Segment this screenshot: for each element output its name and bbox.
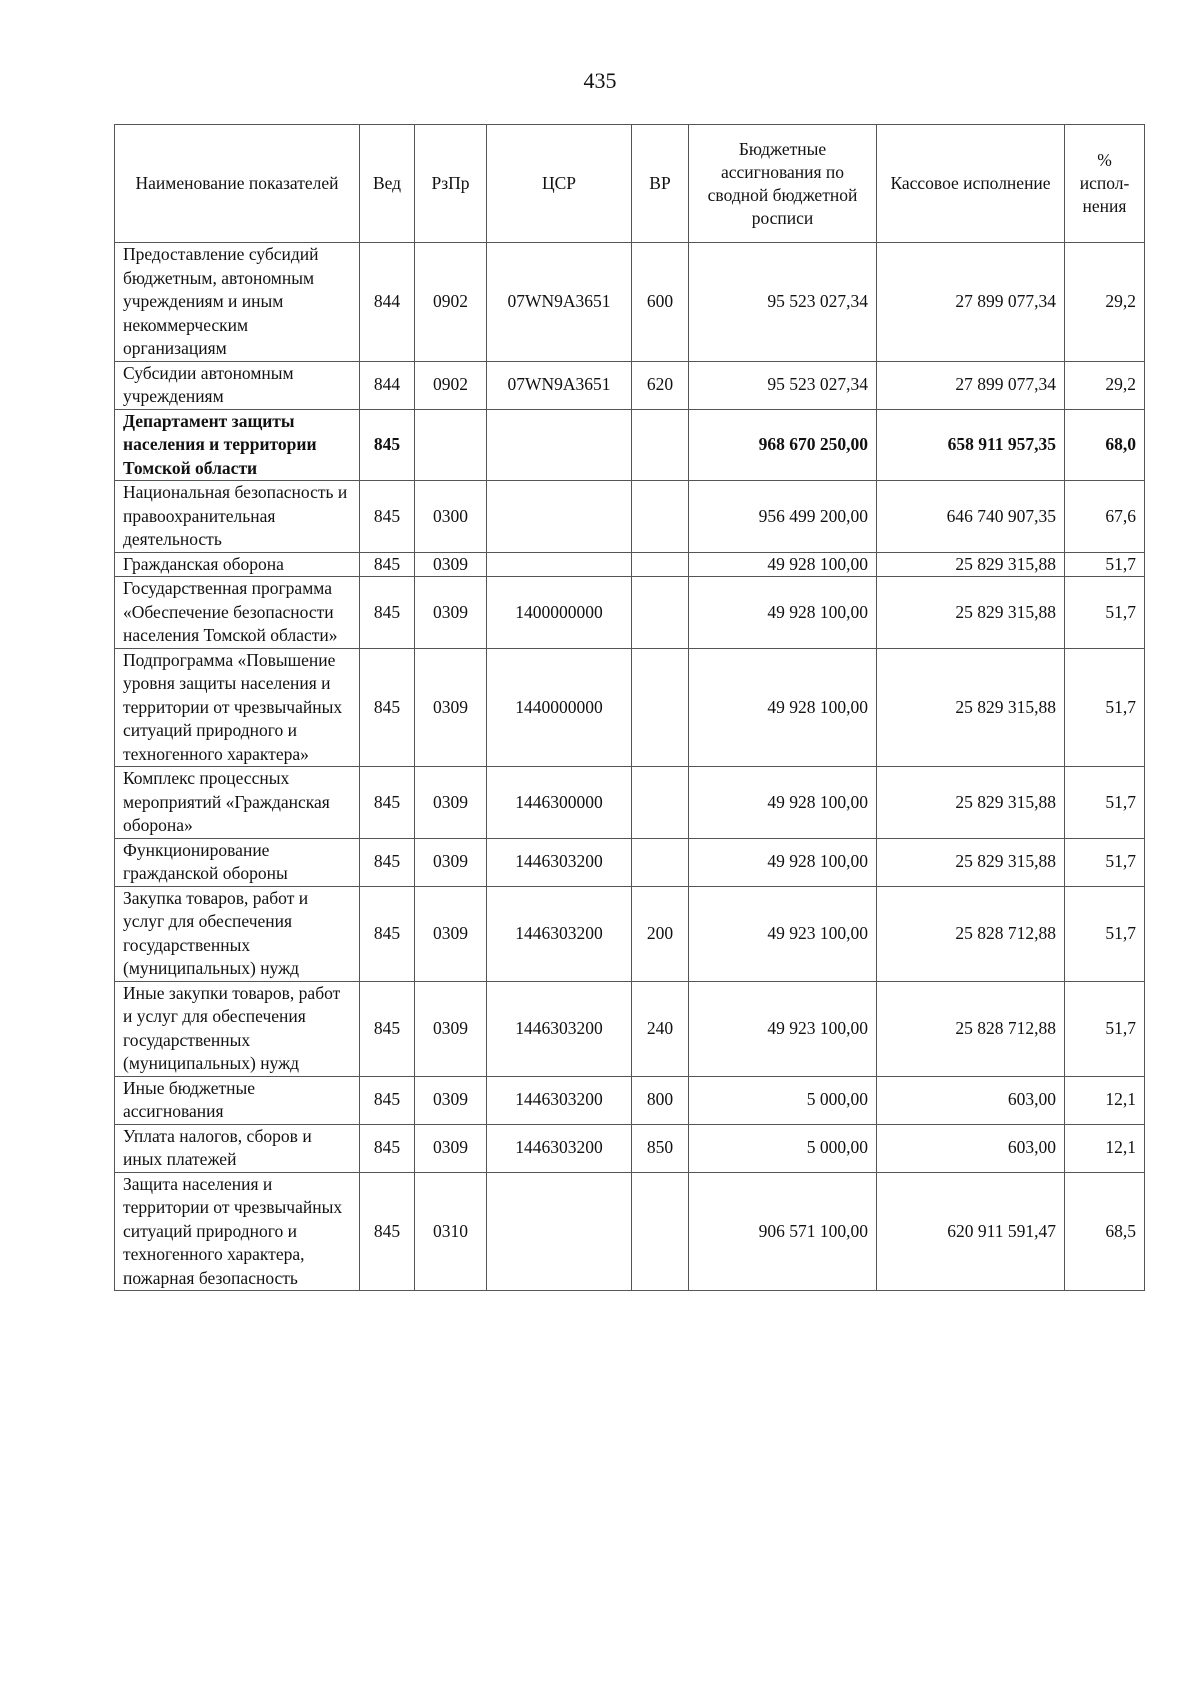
cell-percent: 12,1 xyxy=(1065,1076,1145,1124)
cell-csr: 1446303200 xyxy=(487,981,632,1076)
table-row xyxy=(115,481,1145,553)
header-csr: ЦСР xyxy=(487,125,632,243)
header-assignments: Бюджетные ассигнования по сводной бюджетной росписи xyxy=(689,125,877,243)
cell-vr: 800 xyxy=(632,1076,689,1124)
cell-name: Закупка товаров, работ и услуг для обеспечения государственных (муниципальных) нужд xyxy=(115,886,360,981)
cell-rzpr: 0309 xyxy=(415,838,487,886)
cell-csr: 1446303200 xyxy=(487,1076,632,1124)
cell-rzpr: 0902 xyxy=(415,243,487,362)
cell-vr xyxy=(632,552,689,577)
cell-ved: 845 xyxy=(360,552,415,577)
cell-percent: 51,7 xyxy=(1065,981,1145,1076)
cell-vr: 600 xyxy=(632,243,689,362)
cell-ved: 844 xyxy=(360,243,415,362)
table-body xyxy=(115,243,1145,1291)
cell-percent: 29,2 xyxy=(1065,243,1145,362)
cell-csr: 1446303200 xyxy=(487,1124,632,1172)
header-vr: ВР xyxy=(632,125,689,243)
cell-percent: 29,2 xyxy=(1065,361,1145,409)
cell-assignments: 49 928 100,00 xyxy=(689,577,877,649)
cell-name: Государственная программа «Обеспечение безопасности населения Томской области» xyxy=(115,577,360,649)
cell-cash-execution: 620 911 591,47 xyxy=(877,1172,1065,1291)
cell-percent: 51,7 xyxy=(1065,648,1145,767)
cell-assignments: 49 928 100,00 xyxy=(689,838,877,886)
table-row xyxy=(115,1124,1145,1172)
cell-rzpr: 0309 xyxy=(415,767,487,839)
cell-vr xyxy=(632,577,689,649)
cell-name: Подпрограмма «Повышение уровня защиты населения и территории от чрезвычайных ситуаций природного и техногенного характера» xyxy=(115,648,360,767)
cell-ved: 845 xyxy=(360,648,415,767)
cell-name: Гражданская оборона xyxy=(115,552,360,577)
cell-cash-execution: 603,00 xyxy=(877,1076,1065,1124)
cell-percent: 51,7 xyxy=(1065,838,1145,886)
cell-cash-execution: 27 899 077,34 xyxy=(877,361,1065,409)
cell-name: Департамент защиты населения и территории Томской области xyxy=(115,409,360,481)
cell-name: Национальная безопасность и правоохранительная деятельность xyxy=(115,481,360,553)
cell-name: Иные закупки товаров, работ и услуг для обеспечения государственных (муниципальных) нужд xyxy=(115,981,360,1076)
cell-vr: 850 xyxy=(632,1124,689,1172)
cell-assignments: 49 928 100,00 xyxy=(689,648,877,767)
cell-rzpr: 0309 xyxy=(415,1076,487,1124)
cell-rzpr xyxy=(415,409,487,481)
cell-csr: 1440000000 xyxy=(487,648,632,767)
cell-rzpr: 0309 xyxy=(415,648,487,767)
cell-cash-execution: 25 829 315,88 xyxy=(877,577,1065,649)
cell-rzpr: 0309 xyxy=(415,552,487,577)
table-header xyxy=(115,125,1145,243)
cell-cash-execution: 25 828 712,88 xyxy=(877,886,1065,981)
cell-rzpr: 0902 xyxy=(415,361,487,409)
cell-percent: 51,7 xyxy=(1065,886,1145,981)
cell-rzpr: 0310 xyxy=(415,1172,487,1291)
cell-assignments: 95 523 027,34 xyxy=(689,243,877,362)
cell-rzpr: 0309 xyxy=(415,981,487,1076)
cell-vr: 620 xyxy=(632,361,689,409)
cell-cash-execution: 658 911 957,35 xyxy=(877,409,1065,481)
table-row xyxy=(115,243,1145,362)
cell-ved: 845 xyxy=(360,838,415,886)
cell-cash-execution: 25 829 315,88 xyxy=(877,648,1065,767)
cell-percent: 68,5 xyxy=(1065,1172,1145,1291)
cell-rzpr: 0300 xyxy=(415,481,487,553)
table-row xyxy=(115,1076,1145,1124)
cell-csr: 07WN9A3651 xyxy=(487,361,632,409)
cell-percent: 51,7 xyxy=(1065,767,1145,839)
table-row xyxy=(115,409,1145,481)
header-rzpr: РзПр xyxy=(415,125,487,243)
cell-name: Иные бюджетные ассигнования xyxy=(115,1076,360,1124)
cell-ved: 845 xyxy=(360,1076,415,1124)
cell-ved: 844 xyxy=(360,361,415,409)
cell-csr: 1400000000 xyxy=(487,577,632,649)
cell-assignments: 968 670 250,00 xyxy=(689,409,877,481)
cell-percent: 68,0 xyxy=(1065,409,1145,481)
cell-rzpr: 0309 xyxy=(415,577,487,649)
cell-assignments: 5 000,00 xyxy=(689,1124,877,1172)
cell-csr: 1446303200 xyxy=(487,886,632,981)
table-row xyxy=(115,577,1145,649)
cell-ved: 845 xyxy=(360,1172,415,1291)
cell-name: Функционирование гражданской обороны xyxy=(115,838,360,886)
cell-vr xyxy=(632,767,689,839)
cell-assignments: 49 928 100,00 xyxy=(689,767,877,839)
cell-vr xyxy=(632,1172,689,1291)
cell-assignments: 956 499 200,00 xyxy=(689,481,877,553)
cell-cash-execution: 603,00 xyxy=(877,1124,1065,1172)
cell-percent: 51,7 xyxy=(1065,552,1145,577)
cell-cash-execution: 646 740 907,35 xyxy=(877,481,1065,553)
cell-csr: 07WN9A3651 xyxy=(487,243,632,362)
header-ved: Вед xyxy=(360,125,415,243)
cell-cash-execution: 25 829 315,88 xyxy=(877,767,1065,839)
cell-name: Комплекс процессных мероприятий «Гражданская оборона» xyxy=(115,767,360,839)
header-percent: % испол-нения xyxy=(1065,125,1145,243)
cell-cash-execution: 25 828 712,88 xyxy=(877,981,1065,1076)
cell-name: Защита населения и территории от чрезвычайных ситуаций природного и техногенного характера, пожарная безопасность xyxy=(115,1172,360,1291)
cell-name: Предоставление субсидий бюджетным, автономным учреждениям и иным некоммерческим организациям xyxy=(115,243,360,362)
cell-ved: 845 xyxy=(360,886,415,981)
cell-vr xyxy=(632,648,689,767)
cell-ved: 845 xyxy=(360,577,415,649)
table-row xyxy=(115,361,1145,409)
page-number: 435 xyxy=(583,68,617,93)
cell-ved: 845 xyxy=(360,767,415,839)
cell-assignments: 49 928 100,00 xyxy=(689,552,877,577)
cell-vr: 200 xyxy=(632,886,689,981)
cell-percent: 67,6 xyxy=(1065,481,1145,553)
header-name: Наименование показателей xyxy=(115,125,360,243)
cell-percent: 51,7 xyxy=(1065,577,1145,649)
cell-assignments: 49 923 100,00 xyxy=(689,886,877,981)
cell-vr xyxy=(632,838,689,886)
cell-ved: 845 xyxy=(360,481,415,553)
table-row xyxy=(115,981,1145,1076)
cell-csr: 1446303200 xyxy=(487,838,632,886)
cell-csr xyxy=(487,409,632,481)
cell-cash-execution: 25 829 315,88 xyxy=(877,838,1065,886)
cell-name: Уплата налогов, сборов и иных платежей xyxy=(115,1124,360,1172)
cell-csr xyxy=(487,552,632,577)
cell-rzpr: 0309 xyxy=(415,1124,487,1172)
table-row xyxy=(115,767,1145,839)
cell-ved: 845 xyxy=(360,981,415,1076)
cell-assignments: 95 523 027,34 xyxy=(689,361,877,409)
table-row xyxy=(115,648,1145,767)
cell-cash-execution: 25 829 315,88 xyxy=(877,552,1065,577)
cell-percent: 12,1 xyxy=(1065,1124,1145,1172)
cell-cash-execution: 27 899 077,34 xyxy=(877,243,1065,362)
cell-rzpr: 0309 xyxy=(415,886,487,981)
budget-table xyxy=(114,124,1145,1291)
cell-csr xyxy=(487,1172,632,1291)
table-row xyxy=(115,838,1145,886)
cell-name: Субсидии автономным учреждениям xyxy=(115,361,360,409)
table-row xyxy=(115,886,1145,981)
cell-vr xyxy=(632,481,689,553)
cell-ved: 845 xyxy=(360,1124,415,1172)
cell-csr xyxy=(487,481,632,553)
cell-vr: 240 xyxy=(632,981,689,1076)
cell-assignments: 49 923 100,00 xyxy=(689,981,877,1076)
cell-ved: 845 xyxy=(360,409,415,481)
table-row xyxy=(115,552,1145,577)
cell-assignments: 5 000,00 xyxy=(689,1076,877,1124)
cell-vr xyxy=(632,409,689,481)
cell-assignments: 906 571 100,00 xyxy=(689,1172,877,1291)
table-row xyxy=(115,1172,1145,1291)
header-cash-execution: Кассовое исполнение xyxy=(877,125,1065,243)
cell-csr: 1446300000 xyxy=(487,767,632,839)
